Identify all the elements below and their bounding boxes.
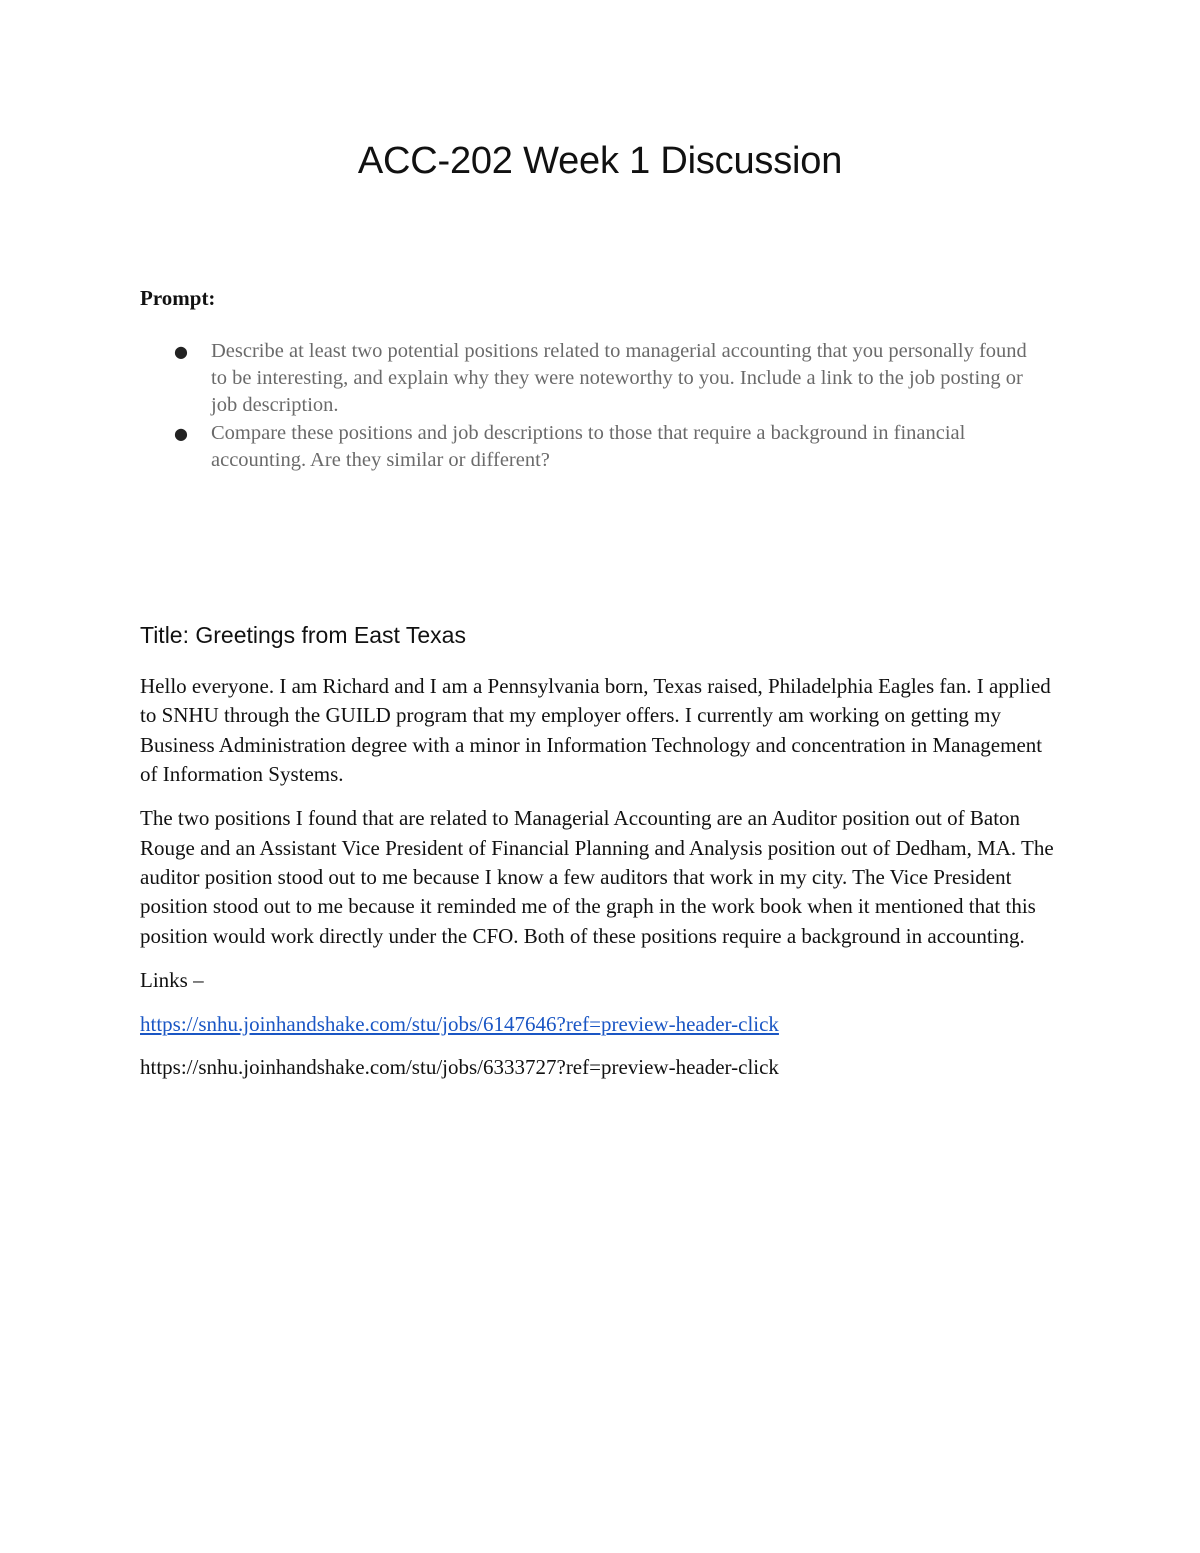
post-paragraph-intro: Hello everyone. I am Richard and I am a Pennsylvania born, Texas raised, Philadelphia Eagles fan. I applied to SNHU through the GUILD program that my employer offers. I currently am working on getting my Business Administration degree with a minor in Information Technology and concentration in Management of Information Systems. [140, 674, 1051, 787]
link-row-1 [140, 1010, 1060, 1039]
post-title: Title: Greetings from East Texas [140, 622, 466, 648]
document-title: ACC-202 Week 1 Discussion [357, 140, 843, 182]
link-row-2 [140, 1053, 1060, 1082]
prompt-bullet-text: Describe at least two potential positions related to managerial accounting that you personally found to be interesting, and explain why they were noteworthy to you. Include a link to the job posting or job description. [211, 340, 1027, 417]
post-paragraph-positions: The two positions I found that are related to Managerial Accounting are an Auditor position out of Baton Rouge and an Assistant Vice President of Financial Planning and Analysis position out of Dedham, MA. The auditor position stood out to me because I know a few auditors that work in my city. The Vice President position stood out to me because it reminded me of the graph in the work book when it mentioned that this position would work directly under the CFO. Both of these positions require a background in accounting. [140, 806, 1054, 948]
prompt-heading: Prompt: [140, 286, 216, 310]
bullet-dot-icon: ● [174, 342, 188, 361]
post-body [140, 672, 1060, 1097]
prompt-bullet-item [140, 420, 1040, 474]
job-link-2: https://snhu.joinhandshake.com/stu/jobs/6333727?ref=preview-header-click [140, 1055, 779, 1080]
links-label: Links – [140, 967, 204, 992]
prompt-bullet-item [140, 338, 1040, 420]
prompt-bullet-text: Compare these positions and job descriptions to those that require a background in financial accounting. Are they similar or different? [211, 421, 966, 471]
job-link-1[interactable]: https://snhu.joinhandshake.com/stu/jobs/6147646?ref=preview-header-click [140, 1011, 779, 1036]
bullet-dot-icon: ● [174, 423, 188, 443]
prompt-bullet-list [140, 338, 1040, 474]
